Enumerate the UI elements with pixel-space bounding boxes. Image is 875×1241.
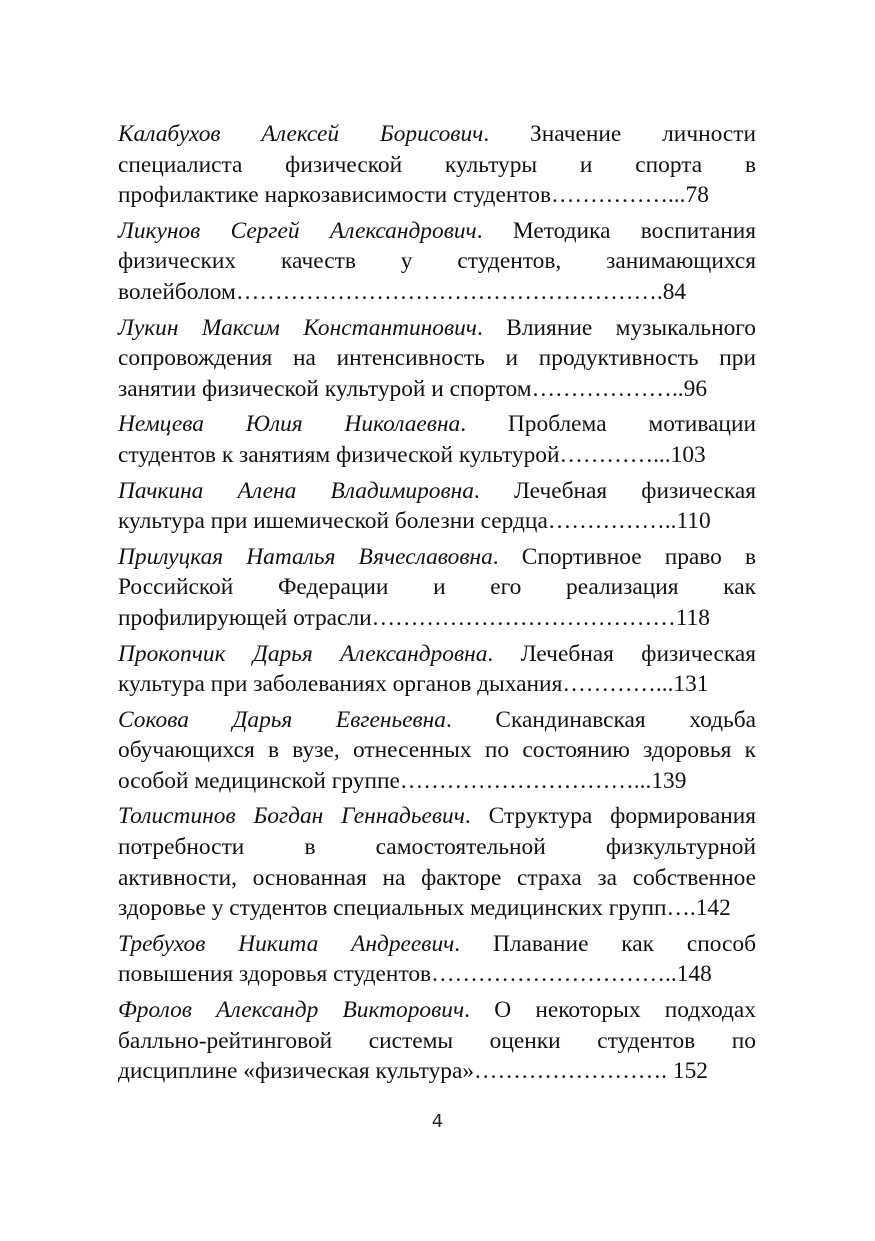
toc-entry-title-part: Лечебная физическая bbox=[513, 477, 756, 504]
toc-entry-first-line: Прокопчик Дарья Александровна. Лечебная физическая bbox=[118, 640, 756, 667]
toc-entry-title-with-page: студентов к занятиям физической культурой…………...103 bbox=[118, 441, 706, 468]
toc-entry-author: Требухов Никита Андреевич bbox=[118, 930, 455, 957]
toc-entry-author: Толистинов Богдан Геннадьевич bbox=[118, 803, 465, 830]
toc-entry bbox=[118, 216, 756, 308]
toc-entry-author: Пачкина Алена Владимировна bbox=[118, 477, 474, 504]
toc-entry-first-line: Немцева Юлия Николаевна. Проблема мотивации bbox=[118, 411, 756, 438]
toc-entry bbox=[118, 801, 756, 923]
toc-entry bbox=[118, 929, 756, 990]
toc-entry-author: Сокова Дарья Евгеньевна bbox=[118, 706, 446, 733]
toc-entry bbox=[118, 409, 756, 470]
toc-entry-first-line: Лукин Максим Константинович. Влияние музыкального bbox=[118, 314, 756, 341]
toc-entry-first-line: Ликунов Сергей Александрович. Методика воспитания bbox=[118, 217, 756, 244]
toc-entry bbox=[118, 313, 756, 405]
toc-entry-title-line: обучающихся в вузе, отнесенных по состоянию здоровья к bbox=[118, 737, 756, 764]
toc-entry-first-line: Сокова Дарья Евгеньевна. Скандинавская ходьба bbox=[118, 706, 756, 733]
toc-entry-author: Фролов Александр Викторович bbox=[118, 997, 465, 1024]
toc-entry bbox=[118, 639, 756, 700]
toc-entry-title-with-page: дисциплине «физическая культура»……………………. 152 bbox=[118, 1058, 708, 1085]
toc-entry-title-line: физических качеств у студентов, занимающихся bbox=[118, 248, 756, 275]
toc-entry-first-line: Требухов Никита Андреевич. Плавание как способ bbox=[118, 930, 756, 957]
toc-entry-title-with-page: особой медицинской группе…………………………...139 bbox=[118, 767, 687, 794]
toc-entry bbox=[118, 119, 756, 211]
table-of-contents bbox=[118, 119, 756, 1092]
toc-entry-title-line: Российской Федерации и его реализация как bbox=[118, 574, 756, 601]
toc-entry bbox=[118, 995, 756, 1087]
toc-entry-title-part: Структура формирования bbox=[488, 803, 756, 830]
toc-entry-author: Калабухов Алексей Борисович bbox=[118, 121, 484, 147]
toc-entry-title-part: Методика воспитания bbox=[512, 217, 756, 244]
toc-entry-title-part: Скандинавская ходьба bbox=[495, 706, 756, 733]
toc-entry-author: Прокопчик Дарья Александровна bbox=[118, 640, 488, 667]
toc-entry-title-part: Влияние музыкального bbox=[506, 314, 756, 341]
toc-entry-title-with-page: повышения здоровья студентов…………………………..148 bbox=[118, 961, 712, 988]
toc-entry-first-line: Прилуцкая Наталья Вячеславовна. Спортивное право в bbox=[118, 543, 757, 570]
toc-entry-author: Прилуцкая Наталья Вячеславовна bbox=[118, 543, 493, 570]
toc-entry-first-line: Толистинов Богдан Геннадьевич. Структура формирования bbox=[118, 803, 756, 830]
toc-entry-author: Немцева Юлия Николаевна bbox=[118, 411, 461, 438]
toc-entry-first-line: Пачкина Алена Владимировна. Лечебная физическая bbox=[118, 477, 756, 504]
toc-entry bbox=[118, 542, 756, 634]
toc-entry-title-with-page: культура при ишемической болезни сердца……………..110 bbox=[118, 508, 711, 535]
toc-entry-title-with-page: волейболом……………………………………………….84 bbox=[118, 278, 687, 305]
toc-entry-title-line: балльно-рейтинговой системы оценки студентов по bbox=[118, 1027, 756, 1054]
toc-entry-title-with-page: культура при заболеваниях органов дыхания…………...131 bbox=[118, 671, 709, 698]
toc-entry-title-with-page: профилирующей отрасли…………………………………118 bbox=[118, 604, 710, 631]
page-number: 4 bbox=[431, 1111, 444, 1132]
toc-entry-title-with-page: занятии физической культурой и спортом………………..96 bbox=[118, 375, 708, 402]
toc-entry-title-part: О некоторых подходах bbox=[494, 997, 756, 1024]
toc-entry bbox=[118, 705, 756, 797]
toc-entry-title-part: Значение личности bbox=[530, 121, 756, 147]
toc-entry-title-line: потребности в самостоятельной физкультурной bbox=[118, 834, 756, 861]
toc-entry-title-line: сопровождения на интенсивность и продуктивность при bbox=[118, 345, 756, 372]
toc-entry-title-with-page: здоровье у студентов специальных медицинских групп….142 bbox=[118, 895, 731, 922]
toc-entry-title-part: Спортивное право в bbox=[521, 543, 757, 570]
toc-entry-author: Ликунов Сергей Александрович bbox=[118, 217, 477, 244]
toc-entry-title-part: Проблема мотивации bbox=[507, 411, 756, 438]
toc-entry-title-part: Лечебная физическая bbox=[520, 640, 756, 667]
toc-entry-title-with-page: профилактике наркозависимости студентов……………...78 bbox=[118, 182, 709, 209]
toc-entry-author: Лукин Максим Константинович bbox=[118, 314, 477, 341]
toc-entry-first-line: Калабухов Алексей Борисович. Значение личности bbox=[118, 121, 756, 147]
toc-entry-title-part: Плавание как способ bbox=[492, 930, 756, 957]
toc-entry bbox=[118, 476, 756, 537]
toc-entry-title-line: активности, основанная на факторе страха за собственное bbox=[118, 864, 756, 891]
toc-entry-title-line: специалиста физической культуры и спорта в bbox=[118, 151, 756, 178]
toc-entry-first-line: Фролов Александр Викторович. О некоторых подходах bbox=[118, 997, 756, 1024]
